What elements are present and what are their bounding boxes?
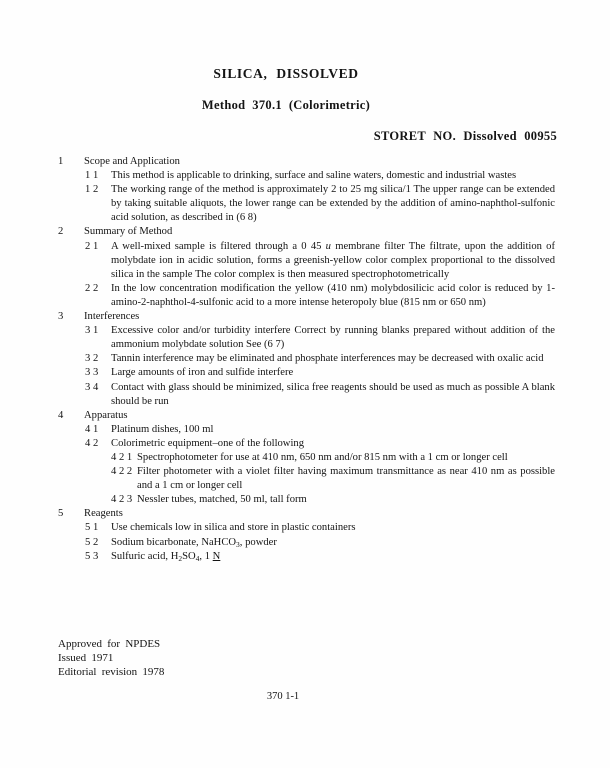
- item-row: [58, 282, 555, 310]
- subitem-row: [58, 465, 555, 493]
- subitem-row: [58, 451, 555, 465]
- item-number: 5 3: [85, 550, 99, 562]
- item-number: 5 1: [85, 522, 99, 534]
- subitem-text: Filter photometer with a violet filter having maximum transmittance as near 410 nm as possible and a 1 cm or longer cell: [137, 466, 555, 492]
- formula-part: , 1: [199, 550, 213, 562]
- item-row: [58, 521, 555, 535]
- revision-line: Editorial revision 1978: [58, 666, 165, 679]
- issued-line: Issued 1971: [58, 652, 114, 665]
- section-number: 1: [58, 156, 64, 167]
- subscript: 2: [178, 553, 183, 563]
- item-row: [58, 324, 555, 352]
- section-title: Interferences: [84, 311, 140, 323]
- item-text: Excessive color and/or turbidity interfere Correct by running blanks prepared without addition of the ammonium molybdate solution See (6 7): [111, 325, 555, 351]
- item-number: 4 2: [85, 437, 99, 449]
- chemical-formula-text: [111, 550, 555, 564]
- item-text: The working range of the method is approximately 2 to 25 mg silica/1 The upper range can be extended by taking suitable aliquots, the lower range can be extended by the addition of amino-naphthol-sulfonic acid solution, as described in (6 8): [111, 184, 555, 224]
- section-heading: [58, 155, 555, 169]
- formula-part: SO: [182, 550, 196, 562]
- subitem-text: Spectrophotometer for use at 410 nm, 650 nm and/or 815 nm with a 1 cm or longer cell: [137, 451, 508, 463]
- item-number: 4 1: [85, 423, 99, 435]
- item-text: In the low concentration modification the yellow (410 nm) molybdosilicic acid color is reduced by 1-amino-2-naphthol-4-sulfonic acid to a more intense heteropoly blue (815 nm or 650 nm): [111, 282, 555, 308]
- item-row: [58, 536, 555, 550]
- method-line: Method 370.1 (Colorimetric): [201, 98, 371, 112]
- item-number: 1 2: [85, 184, 99, 196]
- item-text: Colorimetric equipment–one of the following: [111, 437, 304, 449]
- item-number: 3 2: [85, 353, 99, 365]
- section-title: Summary of Method: [84, 226, 173, 238]
- chemical-formula-text: [111, 536, 555, 550]
- item-text: Tannin interference may be eliminated and phosphate interferences may be decreased with oxalic acid: [111, 353, 544, 365]
- section-number: 2: [58, 226, 64, 238]
- formula-part: Sulfuric acid, H: [111, 550, 179, 562]
- section-number: 4: [58, 409, 64, 421]
- item-text-part: membrane filter The filtrate, upon the addition of molybdate ion in acidic solution, forms a greenish-yellow color complex proportional to the dissolved silica in the sample The color complex is then measured spectrophotometrically: [111, 240, 555, 280]
- item-row: [58, 366, 555, 380]
- subscript: 3: [236, 539, 240, 549]
- item-row: [58, 169, 555, 183]
- item-row: [58, 240, 555, 282]
- item-row: [58, 183, 555, 225]
- formula-part: , powder: [239, 536, 277, 548]
- item-text: This method is applicable to drinking, surface and saline waters, domestic and industrial wastes: [111, 170, 517, 182]
- section-heading: [58, 409, 555, 423]
- doc-title: SILICA, DISSOLVED: [213, 66, 359, 81]
- approval-line: Approved for NPDES: [58, 638, 161, 650]
- item-text: Contact with glass should be minimized, silica free reagents should be used as much as possible A blank should be run: [111, 381, 555, 407]
- item-number: 3 1: [85, 325, 99, 337]
- micron-symbol: u: [325, 240, 331, 252]
- item-number: 2 1: [85, 240, 99, 252]
- section-title: Scope and Application: [84, 156, 180, 167]
- storet-number-line: STORET NO. Dissolved 00955: [373, 129, 557, 143]
- item-row: [58, 437, 555, 451]
- subitem-text: Nessler tubes, matched, 50 ml, tall form: [137, 494, 307, 506]
- item-text-part: A well-mixed sample is filtered through a 0 45: [111, 240, 326, 252]
- section-number: 5: [58, 508, 64, 520]
- item-text: Platinum dishes, 100 ml: [111, 423, 214, 435]
- section-title: Apparatus: [84, 409, 128, 421]
- item-text: Large amounts of iron and sulfide interfere: [111, 367, 294, 379]
- item-number: 5 2: [85, 536, 99, 548]
- item-row: [58, 352, 555, 366]
- section-title: Reagents: [84, 508, 123, 520]
- section-heading: [58, 310, 555, 324]
- item-number: 3 4: [85, 381, 99, 393]
- item-text: Use chemicals low in silica and store in plastic containers: [111, 522, 356, 534]
- normality-symbol: N: [212, 550, 221, 562]
- subitem-number: 4 2 1: [111, 451, 133, 463]
- item-row: [58, 423, 555, 437]
- subscript: 4: [195, 553, 200, 563]
- section-heading: [58, 507, 555, 521]
- subitem-number: 4 2 2: [111, 466, 133, 478]
- item-number: 2 2: [85, 282, 99, 294]
- item-row: [58, 381, 555, 409]
- item-text: [111, 240, 555, 282]
- item-number: 1 1: [85, 170, 99, 182]
- section-heading: [58, 225, 555, 239]
- formula-part: Sodium bicarbonate, NaHCO: [111, 536, 237, 548]
- page-number: 370 1-1: [266, 691, 300, 702]
- document-body: [58, 155, 555, 564]
- subitem-number: 4 2 3: [111, 494, 133, 506]
- item-number: 3 3: [85, 367, 99, 379]
- subitem-row: [58, 493, 555, 507]
- document-footer: [58, 637, 164, 680]
- item-row: [58, 550, 555, 564]
- section-number: 3: [58, 311, 64, 323]
